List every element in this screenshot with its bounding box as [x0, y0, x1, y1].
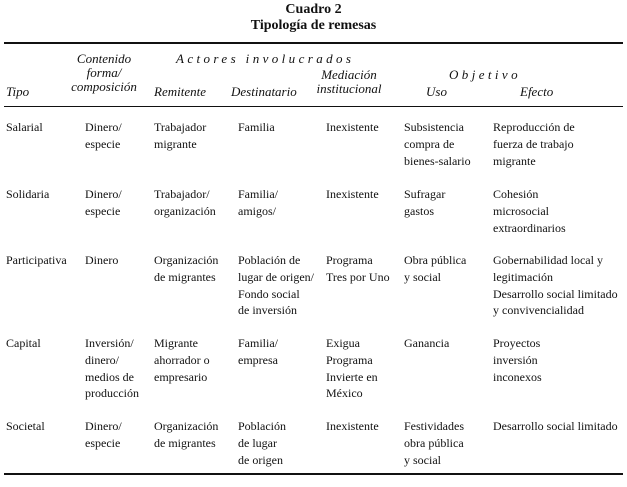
cell-line: migrante	[493, 153, 536, 168]
cell-line: legitimación	[493, 269, 553, 284]
cell-mediacion	[326, 252, 390, 286]
cell-contenido	[85, 119, 122, 153]
cell-line: México	[326, 386, 363, 401]
cell-remitente	[154, 252, 218, 286]
cell-contenido	[85, 418, 122, 452]
cell-line: Dinero/	[85, 187, 122, 201]
cell-line: empresario	[154, 369, 208, 384]
cell-efecto	[493, 119, 575, 169]
cell-tipo	[6, 186, 49, 203]
cell-contenido	[85, 335, 139, 402]
cell-line: ahorrador o	[154, 352, 210, 367]
cell-line: Participativa	[6, 253, 67, 267]
cell-line: inconexos	[493, 369, 542, 384]
table-caption-title: Tipología de remesas	[250, 18, 377, 33]
cell-line: Familia/	[238, 336, 278, 350]
cell-line: de migrantes	[154, 435, 216, 450]
header-destinatario: Destinatario	[231, 84, 297, 99]
cell-line: Migrante	[154, 336, 198, 350]
cell-uso	[404, 335, 449, 352]
cell-destinatario	[238, 119, 275, 136]
cell-line: Población de	[238, 253, 301, 267]
cell-line: Desarrollo social limitado	[493, 286, 618, 301]
cell-line: Organización	[154, 419, 219, 433]
header-uso: Uso	[426, 84, 447, 99]
cell-line: Dinero	[85, 253, 119, 267]
cell-line: Dinero/	[85, 419, 122, 433]
cell-line: Desarrollo social limitado	[493, 419, 618, 433]
cell-line: gastos	[404, 203, 434, 218]
cell-line: Tres por Uno	[326, 269, 390, 284]
cell-uso	[404, 418, 464, 468]
cell-mediacion	[326, 418, 379, 435]
cell-efecto	[493, 186, 566, 236]
cell-uso	[404, 119, 471, 169]
cell-line: Gobernabilidad local y	[493, 253, 603, 267]
cell-line: especie	[85, 136, 121, 151]
cell-destinatario	[238, 335, 278, 369]
header-mediacion: Mediación institucional	[316, 67, 382, 96]
cell-tipo	[6, 119, 43, 136]
cell-tipo	[6, 418, 45, 435]
cell-line: Inexistente	[326, 187, 379, 201]
top-rule	[4, 42, 623, 44]
cell-line: Societal	[6, 419, 45, 433]
cell-line: fuerza de trabajo	[493, 136, 574, 151]
cell-line: bienes-salario	[404, 153, 471, 168]
header-contenido: Contenido forma/ composición	[71, 51, 137, 94]
cell-mediacion	[326, 186, 379, 203]
cell-line: Fondo social	[238, 286, 300, 301]
cell-line: especie	[85, 435, 121, 450]
cell-line: de origen	[238, 452, 283, 467]
cell-line: de lugar	[238, 435, 277, 450]
cell-line: Población	[238, 419, 286, 433]
cell-line: microsocial	[493, 203, 549, 218]
cell-line: Inexistente	[326, 120, 379, 134]
cell-line: Solidaria	[6, 187, 50, 201]
cell-efecto	[493, 418, 618, 435]
cell-line: Festividades	[404, 419, 464, 433]
cell-line: Trabajador	[154, 120, 207, 134]
cell-uso	[404, 186, 445, 220]
cell-line: obra pública	[404, 435, 464, 450]
cell-line: Reproducción de	[493, 120, 575, 134]
cell-line: Ganancia	[404, 336, 450, 350]
cell-line: empresa	[238, 352, 278, 367]
cell-line: medios de	[85, 369, 134, 384]
cell-line: y social	[404, 269, 441, 284]
cell-line: Inexistente	[326, 419, 379, 433]
cell-efecto	[493, 252, 618, 319]
cell-line: especie	[85, 203, 121, 218]
cell-line: compra de	[404, 136, 455, 151]
table-caption-number: Cuadro 2	[285, 2, 342, 17]
bottom-rule	[4, 473, 623, 475]
cell-line: Proyectos	[493, 336, 541, 350]
cell-efecto	[493, 335, 542, 385]
cell-remitente	[154, 186, 216, 220]
header-remitente: Remitente	[154, 84, 206, 99]
cell-destinatario	[238, 418, 286, 468]
cell-line: amigos/	[238, 203, 276, 218]
cell-line: Dinero/	[85, 120, 122, 134]
cell-line: y social	[404, 452, 441, 467]
header-objetivo-group: Objetivo	[449, 67, 521, 82]
header-efecto: Efecto	[520, 84, 554, 99]
cell-line: producción	[85, 386, 139, 401]
cell-line: Salarial	[6, 120, 43, 134]
cell-tipo	[6, 335, 41, 352]
cell-line: Exigua	[326, 336, 360, 350]
cell-line: Programa	[326, 253, 373, 267]
cell-mediacion	[326, 119, 379, 136]
header-rule	[4, 106, 623, 107]
cell-line: de migrantes	[154, 269, 216, 284]
cell-line: Inversión/	[85, 336, 134, 350]
cell-line: Trabajador/	[154, 187, 210, 201]
cell-remitente	[154, 119, 206, 153]
cell-line: Organización	[154, 253, 219, 267]
cell-line: Subsistencia	[404, 120, 464, 134]
cell-line: Cohesión	[493, 187, 539, 201]
cell-line: Familia	[238, 120, 275, 134]
cell-line: Capital	[6, 336, 41, 350]
cell-destinatario	[238, 186, 278, 220]
cell-line: de inversión	[238, 303, 297, 318]
cell-line: migrante	[154, 136, 197, 151]
cell-line: dinero/	[85, 352, 119, 367]
cell-contenido	[85, 186, 122, 220]
cell-line: inversión	[493, 352, 538, 367]
cell-uso	[404, 252, 466, 286]
cell-tipo	[6, 252, 67, 269]
header-actores-group: Actores involucrados	[176, 51, 355, 66]
cell-line: Familia/	[238, 187, 278, 201]
cell-line: Invierte en	[326, 369, 378, 384]
cell-remitente	[154, 335, 210, 385]
header-tipo: Tipo	[6, 84, 30, 99]
cell-line: y convivencialidad	[493, 303, 584, 318]
cell-remitente	[154, 418, 218, 452]
cell-line: Sufragar	[404, 187, 446, 201]
cell-line: lugar de origen/	[238, 269, 314, 284]
cell-contenido	[85, 252, 118, 269]
cell-line: Obra pública	[404, 253, 467, 267]
cell-mediacion	[326, 335, 378, 402]
cell-line: extraordinarios	[493, 220, 566, 235]
cell-line: Programa	[326, 352, 373, 367]
cell-destinatario	[238, 252, 314, 319]
cell-line: organización	[154, 203, 216, 218]
